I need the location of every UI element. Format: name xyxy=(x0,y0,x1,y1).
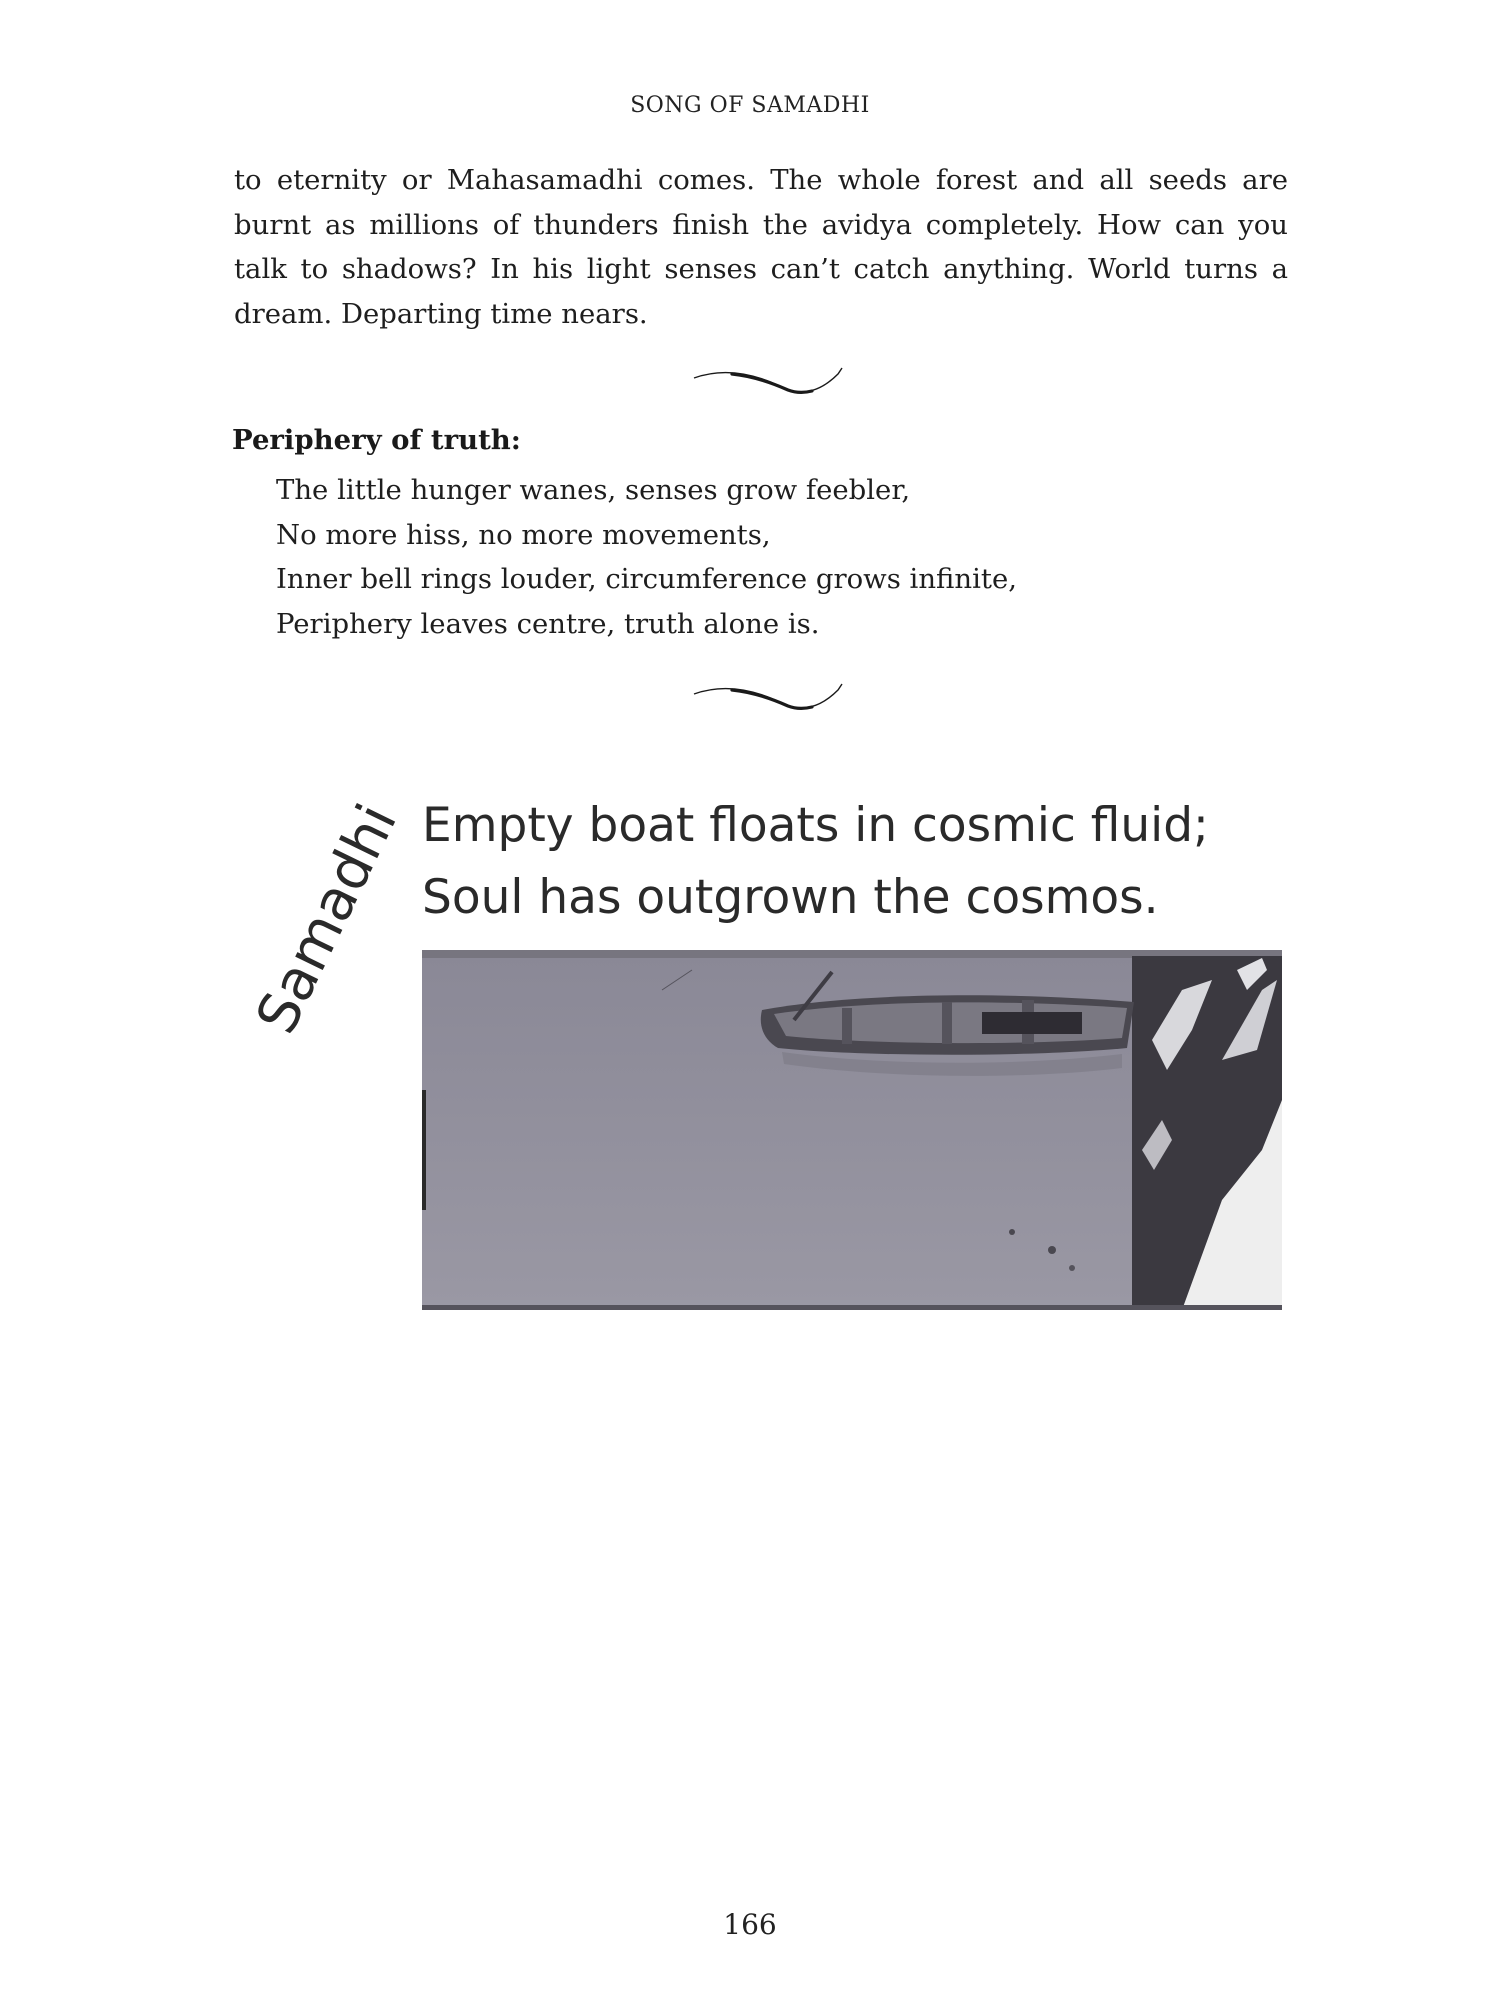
poem-line: The little hunger wanes, senses grow feebler, xyxy=(276,474,911,506)
poem-line: Periphery leaves centre, truth alone is. xyxy=(276,607,820,640)
poem-line: Inner bell rings louder, circumference grows infinite, xyxy=(276,563,1017,595)
poem-stanza xyxy=(276,468,1017,646)
section-heading: Periphery of truth: xyxy=(232,424,521,456)
figure-side-label: Samadhi xyxy=(244,794,410,1044)
boat-photo xyxy=(422,950,1282,1310)
running-head: SONG OF SAMADHI xyxy=(630,93,870,118)
body-paragraph: to eternity or Mahasamadhi comes. The whole forest and all seeds are burnt as millions of thunders finish the avidya completely. How can you talk to shadows? In his light senses can’t catch anything. World turns a dream. Departing time nears. xyxy=(234,164,1288,330)
page-number: 166 xyxy=(723,1908,777,1941)
swash-divider-icon xyxy=(692,678,852,718)
figure-caption-line: Soul has outgrown the cosmos. xyxy=(422,870,1159,925)
swash-divider-icon xyxy=(692,362,852,402)
poem-line: No more hiss, no more movements, xyxy=(276,518,771,551)
figure-caption-line: Empty boat floats in cosmic fluid; xyxy=(422,798,1209,853)
